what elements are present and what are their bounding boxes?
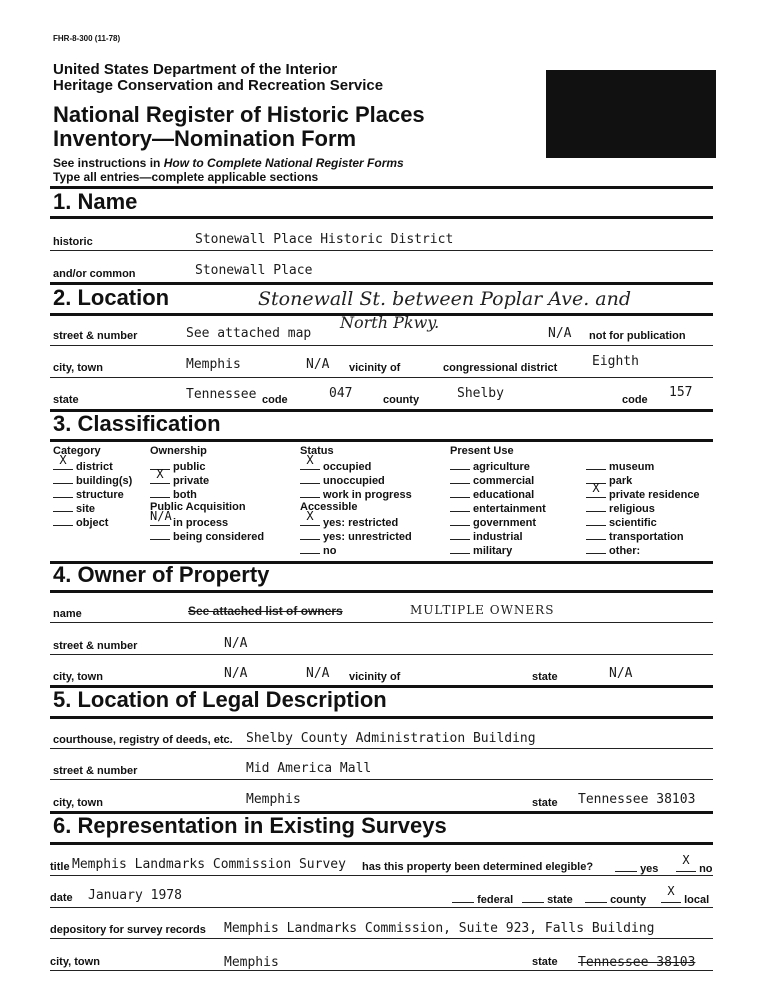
checkbox-blank: [586, 515, 606, 526]
form-id: FHR-8-300 (11-78): [53, 34, 121, 43]
category-option-site: [53, 501, 95, 516]
local-mark: X: [667, 884, 675, 898]
eligible-no: [676, 853, 713, 875]
owner-name-handwritten: MULTIPLE OWNERS: [410, 603, 555, 617]
owner-vicinity-value: N/A: [306, 666, 330, 681]
category-option-structure: [53, 487, 124, 502]
option-label: district: [73, 461, 113, 473]
county-code-label: code: [622, 394, 648, 406]
checkbox-blank: [53, 515, 73, 526]
common-value: Stonewall Place: [195, 263, 313, 278]
checkbox-mark: X: [59, 453, 67, 467]
category-option-object: [53, 515, 108, 530]
checkbox-blank: [586, 459, 606, 470]
option-label: public: [170, 461, 206, 473]
category-option-district: [53, 453, 113, 474]
checkbox-blank: [450, 501, 470, 512]
congress-label: congressional district: [443, 362, 558, 374]
present-use-heading: Present Use: [450, 445, 514, 457]
use-option-religious: [586, 501, 655, 516]
option-label: no: [320, 545, 337, 557]
status-option-work-in-progress: [300, 487, 412, 502]
legal-state-value: Tennessee 38103: [578, 792, 696, 807]
option-label: park: [606, 475, 633, 487]
checkbox-blank: [300, 453, 320, 470]
section-5-heading: 5. Location of Legal Description: [53, 687, 387, 712]
accessible-option-yes-restricted: [300, 509, 399, 530]
checkbox-blank: [53, 453, 73, 470]
section-2-heading: 2. Location: [53, 285, 170, 310]
option-label: private: [170, 475, 210, 487]
option-label: military: [470, 545, 513, 557]
vicinity-label: vicinity of: [349, 362, 401, 374]
state-label: state: [53, 394, 79, 406]
accessible-option-yes-unrestricted: [300, 529, 412, 544]
option-label: museum: [606, 461, 655, 473]
acquisition-option-being-considered: [150, 529, 264, 544]
option-label: religious: [606, 503, 655, 515]
checkbox-blank: [150, 487, 170, 498]
checkbox-blank: [300, 543, 320, 554]
checkbox-blank: [300, 487, 320, 498]
location-handwritten-2: North Pkwy.: [340, 313, 440, 332]
checkbox-blank: [450, 473, 470, 484]
category-heading: Category: [53, 445, 101, 457]
use-option-commercial: [450, 473, 534, 488]
ownership-heading: Ownership: [150, 445, 207, 457]
checkbox-blank: [150, 529, 170, 540]
option-label: commercial: [470, 475, 535, 487]
option-label: work in progress: [320, 489, 412, 501]
use-option-museum: [586, 459, 654, 474]
use-option-military: [450, 543, 512, 558]
city-value: Memphis: [186, 357, 241, 372]
street-label: street & number: [53, 330, 138, 342]
checkbox-blank: [53, 501, 73, 512]
owner-state-label: state: [532, 671, 558, 683]
option-label: occupied: [320, 461, 372, 473]
owner-state-value: N/A: [609, 666, 633, 681]
survey-city-label: city, town: [50, 956, 100, 968]
nfp-value: N/A: [548, 326, 572, 341]
accessible-option-no: [300, 543, 337, 558]
form-title-line-1: National Register of Historic Places: [53, 102, 425, 127]
use-option-agriculture: [450, 459, 530, 474]
checkbox-blank: [53, 473, 73, 484]
survey-title-value: Memphis Landmarks Commission Survey: [72, 857, 346, 872]
checkbox-blank: [53, 487, 73, 498]
federal-label: federal: [477, 894, 514, 906]
courthouse-value: Shelby County Administration Building: [246, 731, 536, 746]
legal-street-label: street & number: [53, 765, 138, 777]
acquisition-heading: Public Acquisition: [150, 501, 246, 513]
checkbox-blank: [586, 543, 606, 554]
checkbox-blank: [450, 487, 470, 498]
owner-vicinity-label: vicinity of: [349, 671, 401, 683]
use-option-transportation: [586, 529, 684, 544]
state-code: 047: [329, 386, 353, 401]
owner-name-struck: See attached list of owners: [188, 604, 343, 618]
section-3-heading: 3. Classification: [53, 411, 221, 436]
historic-value: Stonewall Place Historic District: [195, 232, 454, 247]
checkbox-blank: [450, 529, 470, 540]
depository-label: depository for survey records: [50, 924, 206, 936]
agency-line-2: Heritage Conservation and Recreation Service: [53, 77, 384, 94]
state-level: [522, 892, 573, 906]
vicinity-value: N/A: [306, 357, 330, 372]
instructions-line-1: [53, 156, 404, 170]
county-level-label: county: [610, 894, 647, 906]
ownership-option-both: [150, 487, 197, 502]
survey-date-value: January 1978: [88, 888, 182, 903]
option-label: site: [73, 503, 96, 515]
checkbox-mark: X: [306, 453, 314, 467]
county-label: county: [383, 394, 420, 406]
checkbox-blank: [150, 509, 172, 526]
common-label: and/or common: [53, 268, 136, 280]
use-option-other: [586, 543, 640, 558]
status-heading: Status: [300, 445, 334, 457]
legal-street-value: Mid America Mall: [246, 761, 372, 776]
option-label: other:: [606, 545, 641, 557]
option-label: private residence: [606, 489, 700, 501]
survey-date-label: date: [50, 892, 73, 904]
status-option-unoccupied: [300, 473, 385, 488]
owner-street-value: N/A: [224, 636, 248, 651]
survey-state-value: Tennessee 38103: [578, 955, 696, 970]
instructions-title: How to Complete National Register Forms: [163, 156, 404, 170]
historic-label: historic: [53, 236, 93, 248]
owner-name-label: name: [53, 608, 82, 620]
survey-state-label: state: [532, 956, 558, 968]
acquisition-option-in-process: [150, 509, 229, 530]
use-option-government: [450, 515, 536, 530]
option-label: building(s): [73, 475, 133, 487]
option-label: yes: restricted: [320, 517, 399, 529]
checkbox-blank: [586, 501, 606, 512]
checkbox-blank: [300, 509, 320, 526]
location-handwritten-1: Stonewall St. between Poplar Ave. and: [258, 288, 632, 310]
option-label: educational: [470, 489, 535, 501]
option-label: government: [470, 517, 537, 529]
checkbox-mark: X: [156, 467, 164, 481]
survey-city-value: Memphis: [224, 955, 279, 970]
instructions-line-2: Type all entries—complete applicable sections: [53, 170, 319, 184]
form-title-line-2: Inventory—Nomination Form: [53, 126, 357, 151]
local-label: local: [684, 894, 710, 906]
street-value: See attached map: [186, 326, 312, 341]
checkbox-blank: [450, 543, 470, 554]
option-label: agriculture: [470, 461, 530, 473]
accessible-heading: Accessible: [300, 501, 358, 513]
checkbox-blank: [300, 473, 320, 484]
state-level-label: state: [547, 894, 573, 906]
option-label: object: [73, 517, 109, 529]
checkbox-blank: [150, 467, 170, 484]
nfp-label: not for publication: [589, 330, 686, 342]
checkbox-mark: X: [306, 509, 314, 523]
option-label: both: [170, 489, 197, 501]
use-option-scientific: [586, 515, 657, 530]
local-level: [661, 884, 710, 906]
use-option-industrial: [450, 529, 523, 544]
checkbox-mark: N/A: [150, 509, 172, 523]
no-mark: X: [682, 853, 690, 867]
depository-value: Memphis Landmarks Commission, Suite 923, Falls Building: [224, 921, 655, 936]
county-level: [585, 892, 646, 906]
legal-city-label: city, town: [53, 797, 103, 809]
option-label: being considered: [170, 531, 265, 543]
courthouse-label: courthouse, registry of deeds, etc.: [53, 734, 233, 746]
checkbox-blank: [586, 481, 606, 498]
congress-value: Eighth: [592, 354, 639, 369]
owner-city-label: city, town: [53, 671, 103, 683]
city-label: city, town: [53, 362, 103, 374]
section-6-heading: 6. Representation in Existing Surveys: [53, 813, 447, 838]
status-option-occupied: [300, 453, 372, 474]
agency-line-1: United States Department of the Interior: [53, 61, 338, 78]
category-option-building-s: [53, 473, 132, 488]
option-label: entertainment: [470, 503, 546, 515]
checkbox-blank: [586, 529, 606, 540]
owner-street-label: street & number: [53, 640, 138, 652]
federal: [452, 892, 513, 906]
option-label: yes: unrestricted: [320, 531, 412, 543]
instructions-prefix: See instructions in: [53, 156, 164, 170]
checkbox-blank: [450, 459, 470, 470]
checkbox-blank: [450, 515, 470, 526]
checkbox-mark: X: [592, 481, 600, 495]
county-code: 157: [669, 385, 693, 400]
section-1-heading: 1. Name: [53, 189, 138, 214]
option-label: structure: [73, 489, 124, 501]
state-value: Tennessee: [186, 387, 257, 402]
legal-city-value: Memphis: [246, 792, 301, 807]
owner-city-value: N/A: [224, 666, 248, 681]
checkbox-blank: [300, 529, 320, 540]
option-label: unoccupied: [320, 475, 385, 487]
option-label: scientific: [606, 517, 657, 529]
legal-state-label: state: [532, 797, 558, 809]
yes-label: yes: [640, 863, 659, 875]
option-label: transportation: [606, 531, 684, 543]
section-4-heading: 4. Owner of Property: [53, 562, 270, 587]
survey-title-label: title: [50, 861, 70, 873]
code-label: code: [262, 394, 288, 406]
county-value: Shelby: [457, 386, 504, 401]
option-label: industrial: [470, 531, 523, 543]
eligible-yes: [615, 861, 658, 875]
use-option-educational: [450, 487, 534, 502]
option-label: in process: [170, 517, 229, 529]
redaction-box: [546, 70, 716, 158]
use-option-entertainment: [450, 501, 546, 516]
eligible-label: has this property been determined elegible?: [362, 861, 594, 873]
no-label: no: [699, 863, 713, 875]
